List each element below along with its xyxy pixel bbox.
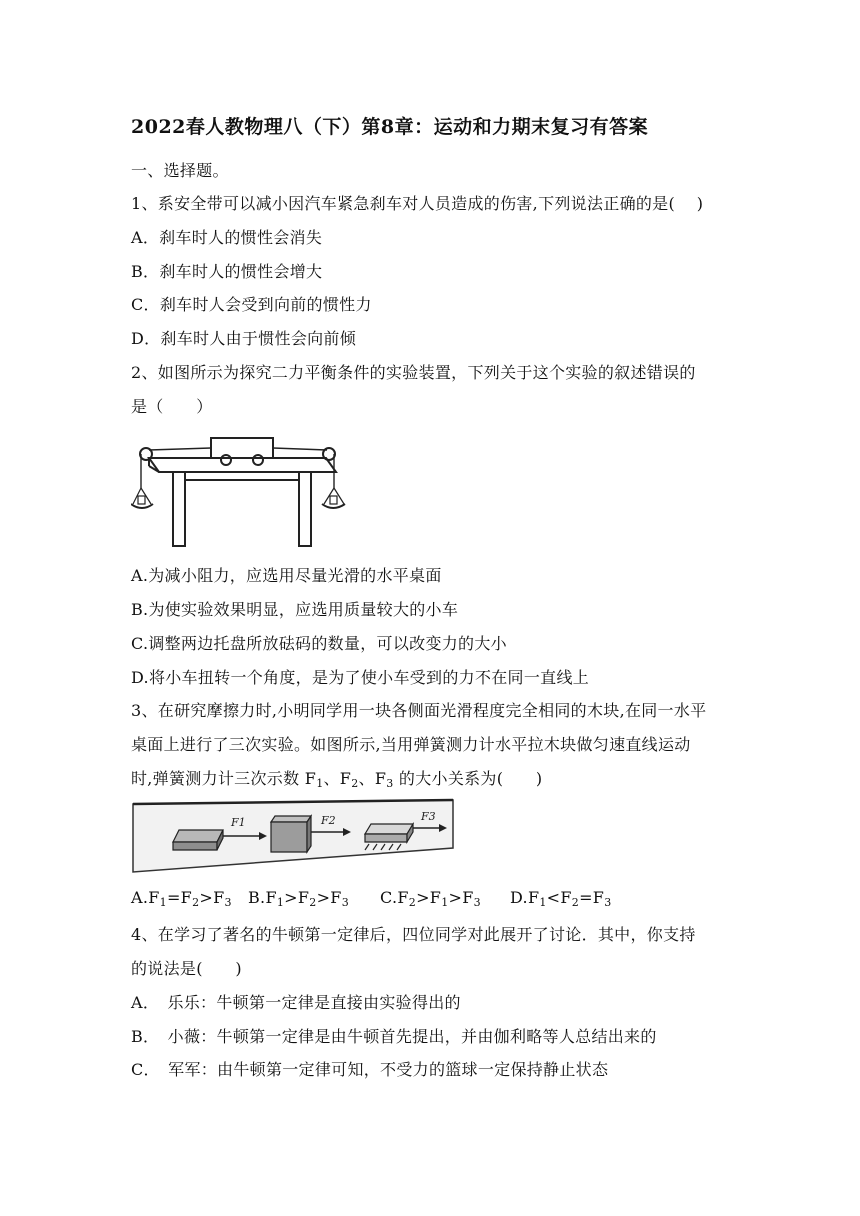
q4-stem-line1: 4、在学习了著名的牛顿第一定律后，四位同学对此展开了讨论．其中，你支持 [131,925,696,944]
section-heading: 一、选择题。 [131,161,229,180]
q3-stem-line2: 桌面上进行了三次实验。如图所示,当用弹簧测力计水平拉木块做匀速直线运动 [131,735,691,754]
q2-option-c: C.调整两边托盘所放砝码的数量，可以改变力的大小 [131,634,507,653]
two-force-balance-apparatus-figure [131,432,346,550]
q4-option-c: C． 军军：由牛顿第一定律可知，不受力的篮球一定保持静止状态 [131,1060,609,1079]
q2-option-d: D.将小车扭转一个角度，是为了使小车受到的力不在同一直线上 [131,668,590,687]
q3-stem-line3: 时,弹簧测力计三次示数 $F_1$、$F_2$、$F_3$ 的大小关系为( ) [131,769,543,790]
q4-option-a: A． 乐乐：牛顿第一定律是直接由实验得出的 [131,993,461,1012]
q3-option-c: $C.F_2>F_1>F_3$ [380,888,481,909]
document-title: 2022春人教物理八（下）第8章：运动和力期末复习有答案 [131,116,649,138]
friction-experiment-figure [131,798,456,876]
q3-options-row [131,888,612,907]
q4-option-b: B． 小薇：牛顿第一定律是由牛顿首先提出，并由伽利略等人总结出来的 [131,1027,657,1046]
q1-option-a: A．刹车时人的惯性会消失 [131,228,323,247]
q3-option-b: $B.F_1>F_2>F_3$ [248,888,350,909]
q4-stem-line2: 的说法是( ) [131,959,242,978]
q2-option-b: B.为使实验效果明显，应选用质量较大的小车 [131,600,459,619]
f3-label: F3 [421,810,436,823]
q3-option-d: $D.F_1<F_2=F_3$ [510,888,612,909]
q1-option-c: C．刹车时人会受到向前的惯性力 [131,295,372,314]
q1-option-b: B．刹车时人的惯性会增大 [131,262,323,281]
q2-stem-line2: 是（ ） [131,397,213,416]
f1-label: F1 [231,816,246,829]
q2-stem-line1: 2、如图所示为探究二力平衡条件的实验装置，下列关于这个实验的叙述错误的 [131,363,696,382]
q3-stem-line1: 3、在研究摩擦力时,小明同学用一块各侧面光滑程度完全相同的木块,在同一水平 [131,701,707,720]
q1-option-d: D．刹车时人由于惯性会向前倾 [131,329,357,348]
q3-option-a: $A.F_1=F_2>F_3$ [131,888,232,909]
q1-stem: 1、系安全带可以减小因汽车紧急刹车对人员造成的伤害,下列说法正确的是( ) [131,194,704,213]
f2-label: F2 [321,814,336,827]
q2-option-a: A.为减小阻力，应选用尽量光滑的水平桌面 [131,566,442,585]
